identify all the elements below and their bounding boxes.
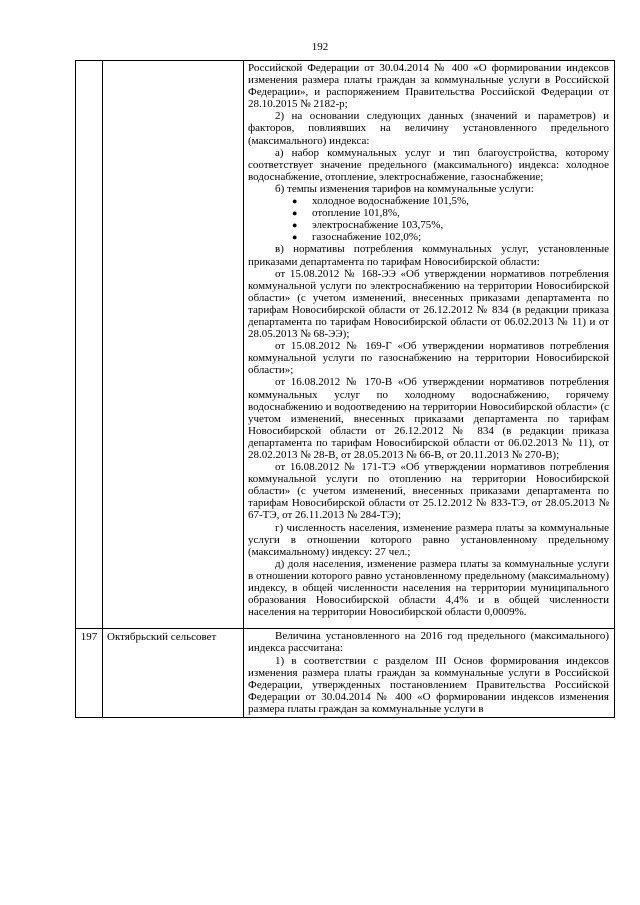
tariff-bullet-list: [248, 195, 609, 243]
paragraph: д) доля населения, изменение размера платы за коммунальные услуги в отношении которого равно установленному предельному (максимальному) индексу, в общей численности населения на территории муниципального образования Новосибирской области 4,4% и в общей численности населения на территории Новосибирской области 0,0009%.: [248, 557, 609, 619]
paragraph: 1) в соответствии с разделом III Основ формирования индексов изменения размера платы граждан за коммунальные услуги в Российской Федерации, утвержденных постановлением Правительства Российской Федерации от 30.04.2014 № 400 «О формировании индексов изменения размера платы граждан за коммунальные услуги в: [248, 654, 609, 715]
paragraph: 2) на основании следующих данных (значений и параметров) и факторов, повлиявших на величину установленного предельного (максимального) индекса:: [248, 110, 609, 147]
list-item-text: газоснабжение 102,0%;: [312, 231, 422, 244]
row-number-cell: 197: [76, 629, 103, 718]
list-item: [248, 195, 609, 207]
municipality-name-cell: [103, 61, 244, 629]
bullet-icon: ●: [292, 232, 298, 243]
paragraph: от 16.08.2012 № 170-В «Об утверждении нормативов потребления коммунальных услуг по холодному водоснабжению, горячему водоснабжению и водоотведению на территории Новосибирской области» (с учетом изменений, внесенных приказами департамента по тарифам Новосибирской области от 26.12.2012 № 834 (в редакции приказа департамента по тарифам Новосибирской области от 06.02.2013 № 11), от 28.02.2013 № 28-В, от 28.05.2013 № 66-В, от 20.11.2013 № 270-В);: [248, 376, 609, 461]
page-number: 192: [311, 41, 329, 53]
paragraph: от 15.08.2012 № 169-Г «Об утверждении нормативов потребления коммунальной услуги по газоснабжению на территории Новосибирской области»;: [248, 340, 609, 377]
list-item: [248, 219, 609, 231]
paragraph: г) численность населения, изменение размера платы за коммунальные услуги в отношении которого равно установленному предельному (максимальному) индексу: 27 чел.;: [248, 521, 609, 558]
row-number-cell: [76, 61, 103, 629]
list-item: [248, 231, 609, 243]
list-item-text: электроснабжение 103,75%,: [312, 219, 444, 232]
bullet-icon: ●: [292, 220, 298, 231]
list-item-text: отопление 101,8%,: [312, 207, 400, 220]
paragraph: Величина установленного на 2016 год предельного (максимального) индекса рассчитана:: [248, 630, 609, 655]
paragraph: от 16.08.2012 № 171-ТЭ «Об утверждении нормативов потребления коммунальной услуги по отоплению на территории Новосибирской области» (с учетом изменений, внесенных приказами департамента по тарифам Новосибирской области от 25.12.2012 № 833-ТЭ, от 28.05.2013 № 67-ТЭ, от 26.11.2013 № 284-ТЭ);: [248, 461, 609, 522]
paragraph: Российской Федерации от 30.04.2014 № 400 «О формировании индексов изменения размера платы граждан за коммунальные услуги в Российской Федерации», и распоряжением Правительства Российской Федерации от 28.10.2015 № 2182-р;: [248, 62, 609, 111]
table-row: [76, 61, 615, 629]
paragraph: б) темпы изменения тарифов на коммунальные услуги:: [275, 182, 534, 195]
paragraph: а) набор коммунальных услуг и тип благоустройства, которому соответствует значение предельного (максимального) индекса: холодное водоснабжение, отопление, электроснабжение, газоснабжение;: [248, 146, 609, 183]
bullet-icon: ●: [292, 208, 298, 219]
justification-cell: [244, 61, 615, 629]
list-item-text: холодное водоснабжение 101,5%,: [312, 195, 469, 208]
bullet-icon: ●: [292, 196, 298, 207]
municipalities-table: [75, 60, 615, 718]
table-row: [76, 629, 615, 718]
municipality-name-cell: Октябрьский сельсовет: [103, 629, 244, 718]
paragraph: в) нормативы потребления коммунальных услуг, установленные приказами департамента по тарифам Новосибирской области:: [248, 243, 609, 268]
list-item: [248, 207, 609, 219]
justification-cell: [244, 629, 615, 718]
paragraph: от 15.08.2012 № 168-ЭЭ «Об утверждении нормативов потребления коммунальной услуги по электроснабжению на территории Новосибирской области» (с учетом изменений, внесенных приказами департамента по тарифам Новосибирской области от 26.12.2012 № 834 (в редакции приказа департамента по тарифам Новосибирской области от 06.02.2013 № 11) и от 28.05.2013 № 68-ЭЭ);: [248, 267, 609, 341]
